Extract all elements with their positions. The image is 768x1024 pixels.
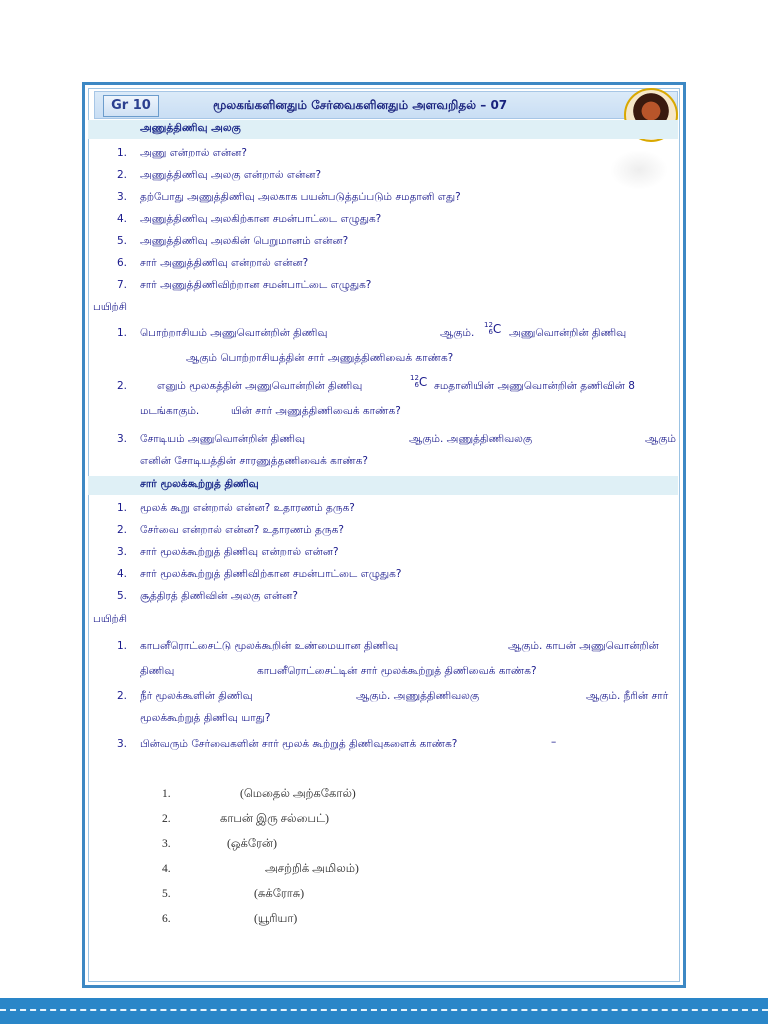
question-text: ஆகும் பொற்றாசியத்தின் சார் அணுத்திணிவைக் காண்க? (186, 352, 454, 364)
question-text: மூலக் கூறு என்றால் என்ன? உதாரணம் தருக? (140, 502, 355, 514)
question-text: பொற்றாசியம் அணுவொன்றின் திணிவு (140, 327, 328, 339)
question-text: யின் சார் அணுத்திணிவைக் காண்க? (231, 405, 401, 417)
question-text: திணிவு (140, 665, 175, 677)
question-text: ஆகும். காபன் அணுவொன்றின் (508, 640, 659, 652)
question-number: 1. (117, 327, 128, 339)
question-text: எனும் மூலகத்தின் அணுவொன்றின் திணிவு (157, 380, 363, 392)
question-text: அணுவொன்றின் திணிவு (509, 327, 627, 339)
question-text: நீர் மூலக்கூளின் திணிவு (140, 690, 253, 702)
question-text: ஆகும். அணுத்திணிவலகு (356, 690, 480, 702)
question-number: 5. (117, 235, 128, 247)
question-number: 2. (117, 524, 128, 536)
carbon-12-symbol: 12 6C (484, 321, 502, 336)
question-number: 2. (117, 690, 128, 702)
question-text: எனின் சோடியத்தின் சாரணுத்தணிவைக் காண்க? (140, 455, 368, 467)
question-text: அணு என்றால் என்ன? (140, 147, 247, 159)
list-number: 1. (162, 788, 171, 800)
footer-band (0, 998, 768, 1024)
question-text: அணுத்திணிவு அலகின் பெறுமானம் என்ன? (140, 235, 349, 247)
question-number: 1. (117, 502, 128, 514)
question-text: ஆகும். அணுத்திணிவலகு (409, 433, 533, 445)
compound-name: (ஒக்ரேன்) (227, 838, 277, 850)
question-text: மடங்காகும். (140, 405, 200, 417)
list-number: 4. (162, 863, 171, 875)
question-text: அணுத்திணிவு அலகிற்கான சமன்பாட்டை எழுதுக? (140, 213, 382, 225)
header-bar (94, 91, 678, 119)
grade-badge: Gr 10 (103, 95, 159, 117)
practice-label: பயிற்சி (93, 613, 127, 625)
question-text: சார் மூலக்கூற்றுத் திணிவிற்கான சமன்பாட்டை எழுதுக? (140, 568, 402, 580)
question-text: தற்போது அணுத்திணிவு அலகாக பயன்படுத்தப்படும் சமதானி எது? (140, 191, 461, 203)
section-heading-text: சார் மூலக்கூற்றுத் திணிவு (140, 478, 259, 490)
compound-name: அசற்றிக் அமிலம்) (265, 863, 359, 875)
question-number: 2. (117, 169, 128, 181)
question-number: 3. (117, 191, 128, 203)
question-text: அணுத்திணிவு அலகு என்றால் என்ன? (140, 169, 322, 181)
question-text: மூலக்கூற்றுத் திணிவு யாது? (140, 712, 271, 724)
question-number: 1. (117, 147, 128, 159)
question-text: காபனீரொட்சைட்டு மூலக்கூறின் உண்மையான திணிவு (140, 640, 399, 652)
question-number: 4. (117, 568, 128, 580)
list-number: 6. (162, 913, 171, 925)
carbon-12-symbol: 12 6C (410, 374, 428, 389)
compound-name: (சுக்ரோசு) (254, 888, 305, 900)
decorative-glow (610, 150, 668, 190)
question-text: சார் அணுத்திணிவிற்றான சமன்பாட்டை எழுதுக? (140, 279, 372, 291)
question-number: 5. (117, 590, 128, 602)
section-heading-relative-molecular-mass (88, 476, 678, 495)
question-text: சமதானியின் அணுவொன்றின் தணிவின் 8 (434, 380, 635, 392)
question-number: 3. (117, 738, 128, 750)
compound-name: காபன் இரு சல்பைட்) (220, 813, 330, 825)
question-number: 1. (117, 640, 128, 652)
question-text: சோடியம் அணுவொன்றின் திணிவு (140, 433, 306, 445)
list-number: 3. (162, 838, 171, 850)
question-text: சேர்வை என்றால் என்ன? உதாரணம் தருக? (140, 524, 344, 536)
footer-dashed-line (0, 1009, 768, 1011)
question-number: 2. (117, 380, 128, 392)
question-text: ஆகும். (440, 327, 475, 339)
question-text: சார் மூலக்கூற்றுத் திணிவு என்றால் என்ன? (140, 546, 339, 558)
question-text: சார் அணுத்திணிவு என்றால் என்ன? (140, 257, 309, 269)
section-heading-atomic-mass-unit (88, 120, 678, 139)
question-number: 3. (117, 546, 128, 558)
list-number: 5. (162, 888, 171, 900)
practice-label: பயிற்சி (93, 301, 127, 313)
section-heading-text: அணுத்திணிவு அலகு (140, 122, 241, 134)
list-number: 2. (162, 813, 171, 825)
compound-name: (யூரியா) (254, 913, 298, 925)
question-text: சூத்திரத் திணிவின் அலகு என்ன? (140, 590, 298, 602)
question-number: 4. (117, 213, 128, 225)
question-text: பின்வரும் சேர்வைகளின் சார் மூலக் கூற்றுத் திணிவுகளைக் காண்க? (140, 738, 458, 750)
question-number: 7. (117, 279, 128, 291)
question-text: ஆகும். நீரின் சார் (586, 690, 669, 702)
page-title: மூலகங்களினதும் சேர்வைகளினதும் அளவறிதல் – 07 (213, 98, 508, 112)
compound-name: (மெதைல் அற்ககோல்) (240, 788, 356, 800)
question-number: 6. (117, 257, 128, 269)
question-text: காபனீரொட்சைட்டின் சார் மூலக்கூற்றுத் திணிவைக் காண்க? (257, 665, 537, 677)
question-text: ஆகும் (645, 433, 676, 445)
question-number: 3. (117, 433, 128, 445)
question-text: – (551, 736, 557, 748)
